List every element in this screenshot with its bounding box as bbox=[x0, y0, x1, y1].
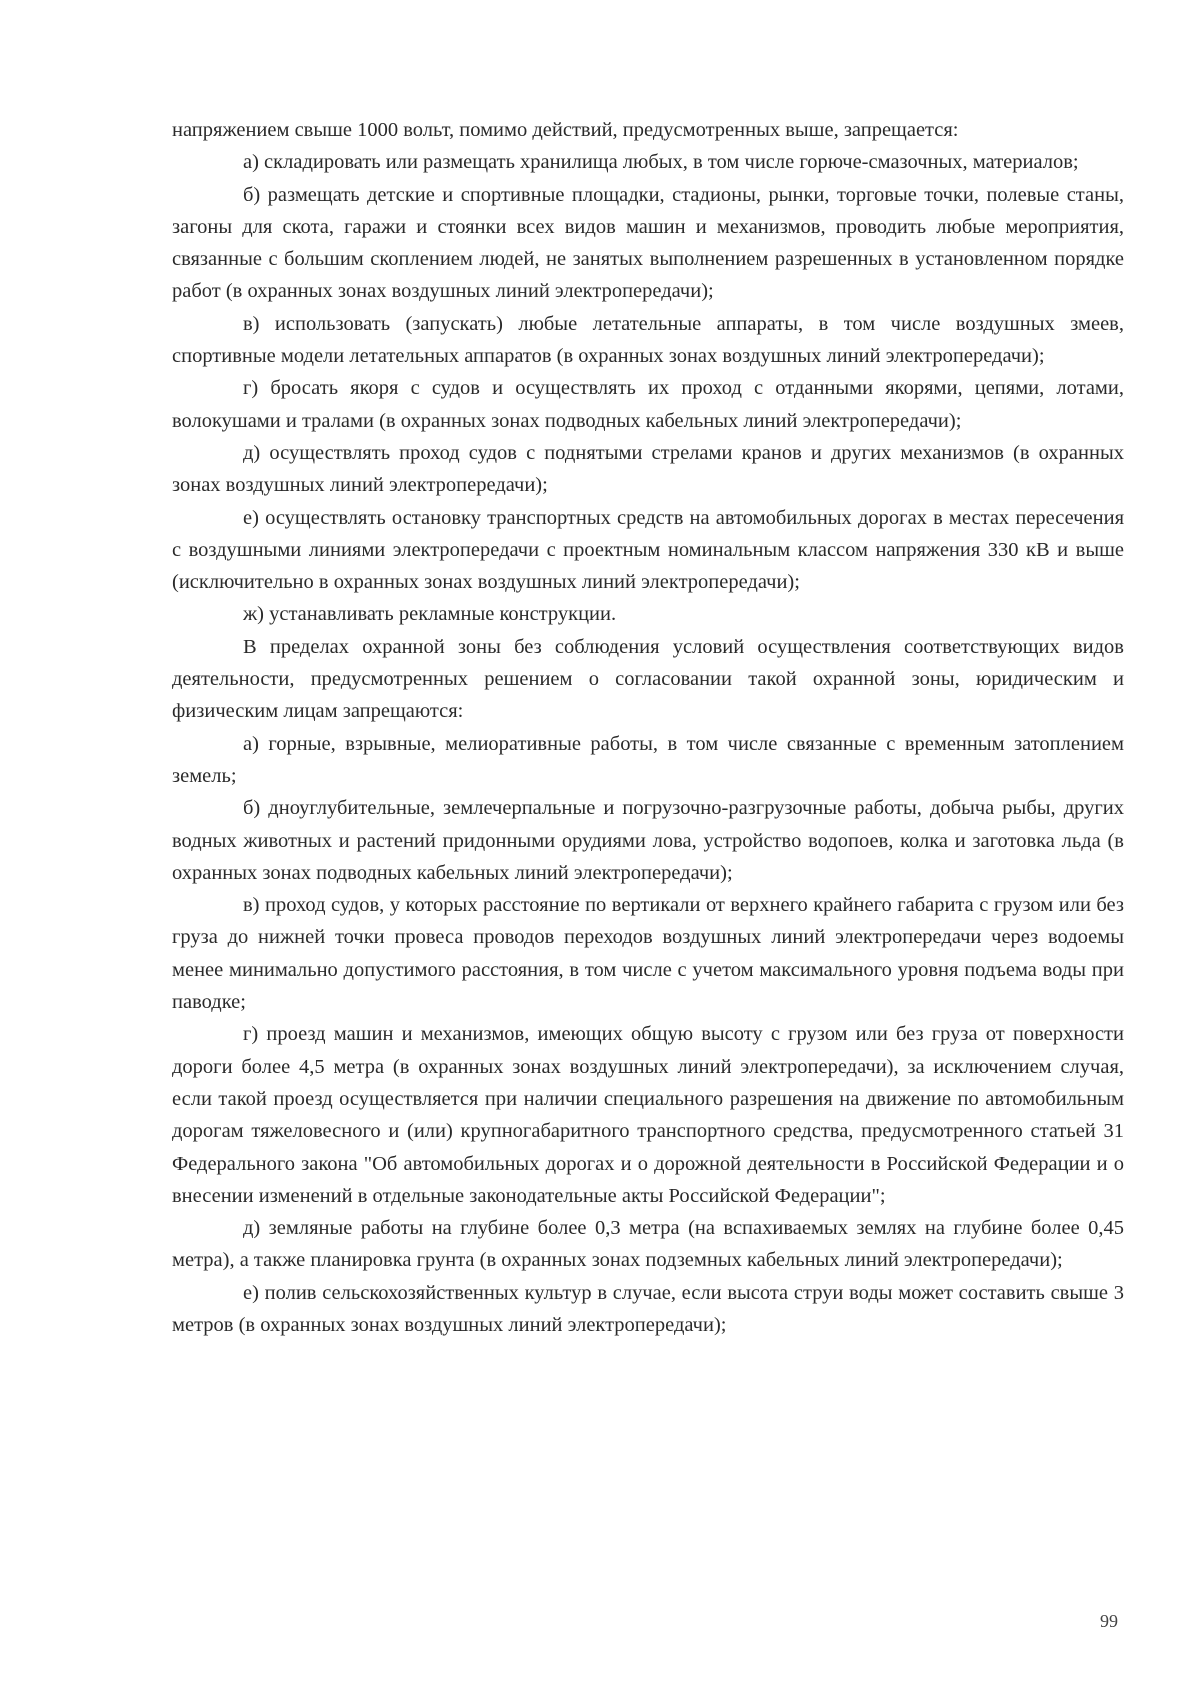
paragraph-item-e: е) осуществлять остановку транспортных средств на автомобильных дорогах в местах пересечения с воздушными линиями электропередачи с проектным номинальным классом напряжения 330 кВ и выше (исключительно в охранных зонах воздушных линий электропередачи); bbox=[172, 506, 1124, 594]
paragraph-item-zh: ж) устанавливать рекламные конструкции. bbox=[243, 603, 617, 626]
paragraph-item-a: а) складировать или размещать хранилища любых, в том числе горюче-смазочных, материалов; bbox=[243, 151, 1079, 174]
paragraph-item-d-2: д) земляные работы на глубине более 0,3 метра (на вспахиваемых землях на глубине более 0,45 метра), а также планировка грунта (в охранных зонах подземных кабельных линий электропередачи); bbox=[172, 1217, 1124, 1272]
paragraph-item-d: д) осуществлять проход судов с поднятыми стрелами кранов и других механизмов (в охранных зонах воздушных линий электропередачи); bbox=[172, 441, 1124, 497]
paragraph-continuation: напряжением свыше 1000 вольт, помимо действий, предусмотренных выше, запрещается: bbox=[172, 119, 959, 141]
paragraph-item-v-2: в) проход судов, у которых расстояние по вертикали от верхнего крайнего габарита с грузом или без груза до нижней точки провеса проводов переходов воздушных линий электропередачи через водоемы менее минимально допустимого расстояния, в том числе с учетом максимального уровня подъема воды при паводке; bbox=[172, 894, 1124, 1014]
paragraph-item-g-2: г) проезд машин и механизмов, имеющих общую высоту с грузом или без груза от поверхности дороги более 4,5 метра (в охранных зонах воздушных линий электропередачи), за исключением случая, если такой проезд осуществляется при наличии специального разрешения на движение по автомобильным дорогам тяжеловесного и (или) крупногабаритного транспортного средства, предусмотренного статьей 31 Федерального закона "Об автомобильных дорогах и о дорожной деятельности в Российской Федерации и о внесении изменений в отдельные законодательные акты Российской Федерации"; bbox=[172, 1023, 1124, 1207]
paragraph-item-e-2: е) полив сельскохозяйственных культур в случае, если высота струи воды может составить свыше 3 метров (в охранных зонах воздушных линий электропередачи); bbox=[172, 1281, 1124, 1336]
paragraph-item-a-2: а) горные, взрывные, мелиоративные работы, в том числе связанные с временным затоплением земель; bbox=[172, 732, 1124, 787]
paragraph-item-b-2: б) дноуглубительные, землечерпальные и погрузочно-разгрузочные работы, добыча рыбы, других водных животных и растений придонными орудиями лова, устройство водопоев, колка и заготовка льда (в охранных зонах подводных кабельных линий электропередачи); bbox=[172, 797, 1124, 884]
page-number: 99 bbox=[1100, 1611, 1118, 1631]
paragraph-item-b: б) размещать детские и спортивные площадки, стадионы, рынки, торговые точки, полевые станы, загоны для скота, гаражи и стоянки всех видов машин и механизмов, проводить любые мероприятия, связанные с большим скоплением людей, не занятых выполнением разрешенных в установленном порядке работ (в охранных зонах воздушных линий электропередачи); bbox=[172, 183, 1124, 303]
body-text bbox=[172, 114, 1124, 1341]
paragraph-section-intro: В пределах охранной зоны без соблюдения условий осуществления соответствующих видов деятельности, предусмотренных решением о согласовании такой охранной зоны, юридическим и физическим лицам запрещаются: bbox=[172, 635, 1124, 723]
paragraph-item-v: в) использовать (запускать) любые летательные аппараты, в том числе воздушных змеев, спортивные модели летательных аппаратов (в охранных зонах воздушных линий электропередачи); bbox=[172, 312, 1124, 368]
paragraph-item-g: г) бросать якоря с судов и осуществлять их проход с отданными якорями, цепями, лотами, волокушами и тралами (в охранных зонах подводных кабельных линий электропередачи); bbox=[172, 377, 1124, 432]
